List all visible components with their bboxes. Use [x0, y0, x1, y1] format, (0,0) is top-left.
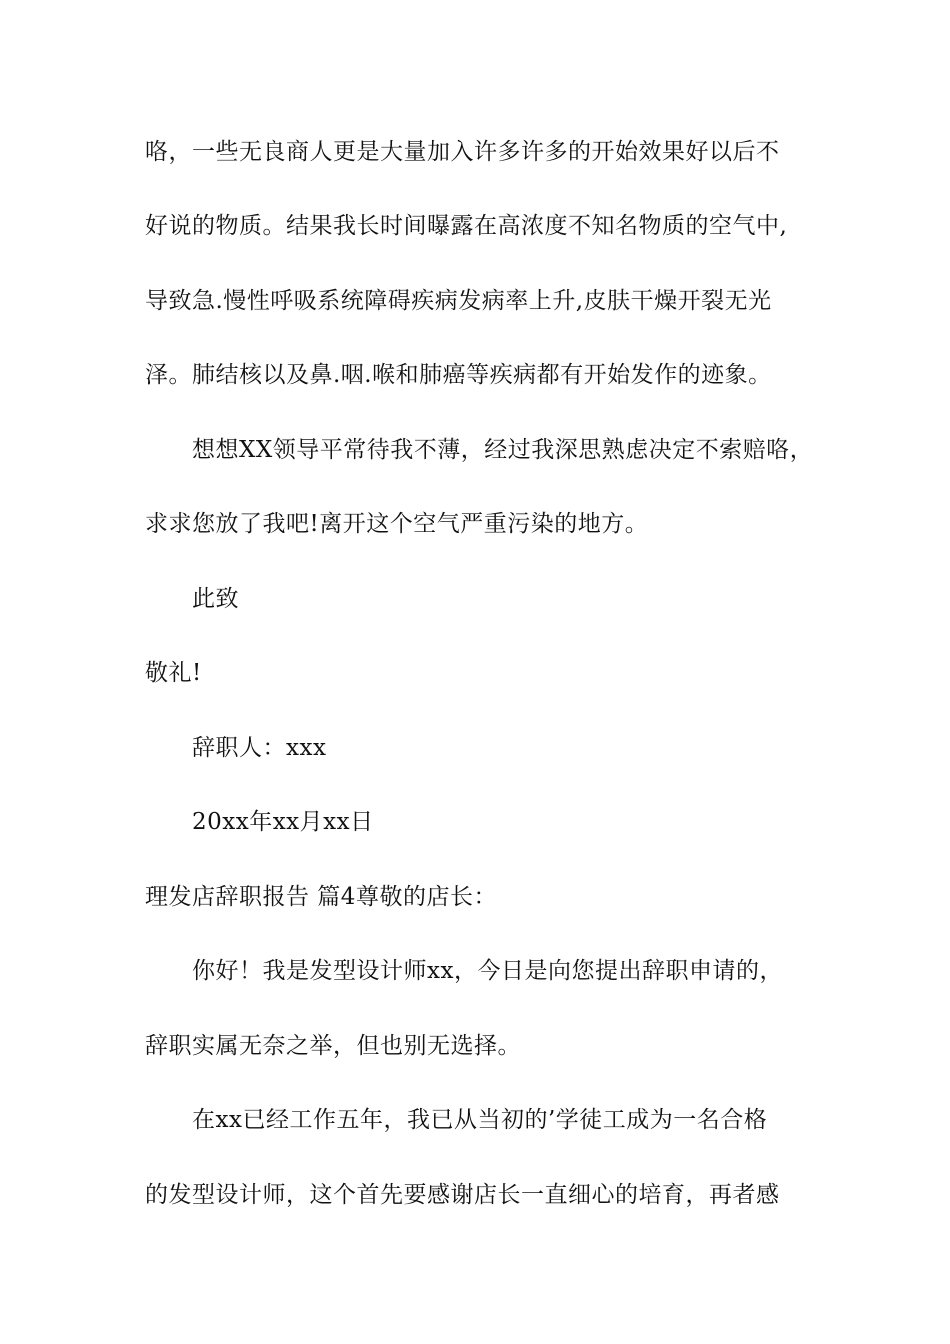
section-heading: 理发店辞职报告 篇4尊敬的店长： — [145, 884, 497, 910]
paragraph-line: 你好！我是发型设计师xx，今日是向您提出辞职申请的， — [192, 958, 783, 984]
paragraph-line: 的发型设计师，这个首先要感谢店长一直细心的培育，再者感 — [145, 1182, 780, 1208]
closing-regards: 敬礼! — [145, 660, 202, 686]
paragraph-line: 咯，一些无良商人更是大量加入许多许多的开始效果好以后不 — [145, 139, 780, 165]
signature-name: 辞职人：xxx — [192, 735, 327, 761]
paragraph-line: 好说的物质。结果我长时间曝露在高浓度不知名物质的空气中, — [145, 213, 788, 239]
closing-salutation: 此致 — [192, 586, 239, 612]
paragraph-line: 泽。肺结核以及鼻.咽.喉和肺癌等疾病都有开始发作的迹象。 — [145, 362, 772, 388]
paragraph-line: 辞职实属无奈之举，但也别无选择。 — [145, 1033, 521, 1059]
signature-date: 20xx年xx月xx日 — [192, 809, 374, 835]
paragraph-line: 导致急.慢性呼吸系统障碍疾病发病率上升,皮肤干燥开裂无光 — [145, 288, 772, 314]
paragraph-line: 在xx已经工作五年，我已从当初的’学徒工成为一名合格 — [192, 1107, 768, 1133]
paragraph-line: 求求您放了我吧!离开这个空气严重污染的地方。 — [145, 511, 649, 537]
paragraph-line: 想想XX领导平常待我不薄，经过我深思熟虑决定不索赔咯， — [192, 437, 814, 463]
